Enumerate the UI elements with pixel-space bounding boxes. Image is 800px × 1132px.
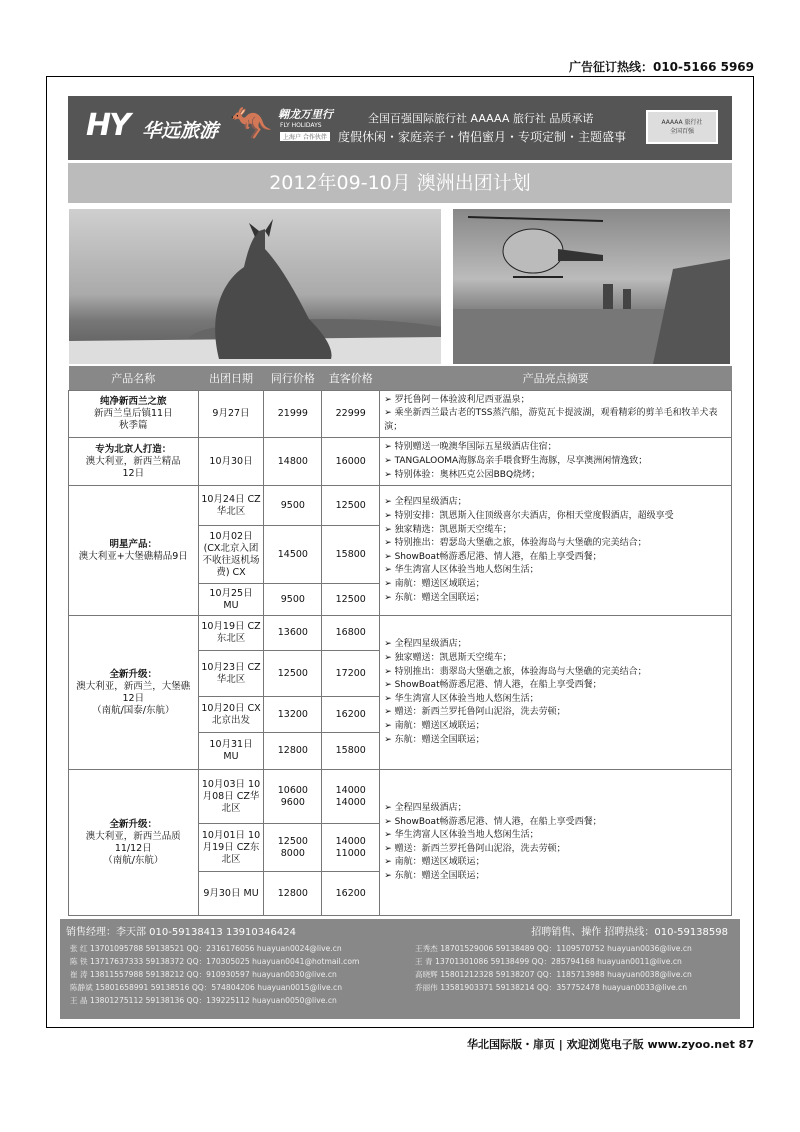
peer-price-cell: 12500	[264, 651, 322, 697]
contact-row: 高晓辉 15801212328 59138207 QQ：1185713988 huayuan0038@live.cn	[415, 970, 692, 979]
brand-name: 华远旅游	[142, 120, 219, 142]
contact-row: 崔 涛 13811557988 59138212 QQ：910930597 huayuan0030@live.cn	[70, 970, 337, 979]
date-cell: 9月30日 MU	[198, 872, 264, 916]
highlight-item: ➢ 东航：赠送全国联运；	[384, 734, 727, 748]
direct-price-cell: 16000	[322, 438, 380, 486]
kangaroo-photo	[69, 209, 441, 364]
date-cell: 10月03日 10月08日 CZ华北区	[198, 770, 264, 824]
partner-name: 翱龙万里行	[278, 108, 333, 121]
direct-price-cell: 16800	[322, 616, 380, 651]
highlight-item: ➢ 南航：赠送区域联运；	[384, 856, 727, 870]
date-cell: 10月01日 10月19日 CZ东北区	[198, 824, 264, 872]
peer-price-cell: 13200	[264, 697, 322, 733]
peer-price-cell: 12800	[264, 872, 322, 916]
highlight-item: ➢ 华生湾富人区体验当地人悠闲生活；	[384, 829, 727, 843]
product-name-cell	[69, 486, 199, 616]
contact-row: 陈 铁 13717637333 59138372 QQ：170305025 huayuan0041@hotmail.com	[70, 957, 360, 966]
col-direct-price: 直客价格	[322, 366, 380, 390]
sales-manager: 销售经理：李天部 010-59138413 13910346424	[66, 927, 296, 938]
direct-price-cell: 15800	[322, 733, 380, 770]
highlight-item: ➢ 东航：赠送全国联运；	[384, 592, 727, 606]
date-cell: 10月31日 MU	[198, 733, 264, 770]
peer-price-cell: 9500	[264, 486, 322, 526]
direct-price-cell: 17200	[322, 651, 380, 697]
col-product-name: 产品名称	[69, 366, 199, 390]
header-banner	[68, 96, 732, 160]
product-name-line: （南航/东航）	[103, 854, 164, 866]
product-name-line: 11/12日	[114, 842, 152, 854]
helicopter-illustration-icon	[453, 209, 730, 364]
table-header-row	[69, 366, 732, 390]
highlights-cell	[380, 390, 732, 438]
product-name-line: 澳大利亚，新西兰精品	[85, 455, 181, 467]
product-name-line: 12日	[122, 467, 145, 479]
highlight-item: ➢ 特别推出：翡翠岛大堡礁之旅，体验海岛与大堡礁的完美结合；	[384, 666, 727, 680]
highlight-item: ➢ 华生湾富人区体验当地人悠闲生活；	[384, 564, 727, 578]
peer-price-cell: 21999	[264, 390, 322, 438]
peer-price-cell: 9500	[264, 584, 322, 616]
product-name-cell	[69, 616, 199, 770]
date-cell: 10月02日 (CX北京入团 不收往返机场费) CX	[198, 526, 264, 584]
contact-row: 乔丽伟 13581903371 59138214 QQ：357752478 huayuan0033@live.cn	[415, 983, 688, 992]
table-row	[69, 390, 732, 438]
product-name-cell	[69, 390, 199, 438]
highlights-cell	[380, 486, 732, 616]
peer-price-cell: 14500	[264, 526, 322, 584]
helicopter-photo	[453, 209, 730, 364]
product-name-line: 新西兰皇后镇11日	[94, 407, 173, 419]
product-name-line: 12日	[122, 692, 145, 704]
kangaroo-illustration-icon	[69, 209, 441, 364]
highlight-item: ➢ 乘坐新西兰最古老的TSS蒸汽船，游览瓦卡提波湖，观看精彩的剪羊毛和牧羊犬表演；	[384, 407, 727, 434]
peer-price-cell: 14800	[264, 438, 322, 486]
date-cell: 10月23日 CZ华北区	[198, 651, 264, 697]
aaaaa-badge	[646, 110, 718, 144]
direct-price-cell: 14000 14000	[322, 770, 380, 824]
date-cell: 10月25日 MU	[198, 584, 264, 616]
highlight-item: ➢ 特别体验：奥林匹克公园BBQ烧烤；	[384, 469, 727, 483]
contact-row: 王 晶 13801275112 59138136 QQ：139225112 huayuan0050@live.cn	[70, 996, 337, 1005]
highlight-item: ➢ 独家赠送：凯恩斯天空缆车；	[384, 652, 727, 666]
col-highlights: 产品亮点摘要	[380, 366, 732, 390]
product-name-line: 全新升级：	[109, 818, 158, 830]
product-name-line: 纯净新西兰之旅	[100, 395, 167, 407]
highlight-item: ➢ 罗托鲁阿－体验波利尼西亚温泉；	[384, 394, 727, 408]
tagline-secondary: 度假休闲・家庭亲子・情侣蜜月・专项定制・主题盛事	[338, 130, 627, 144]
recruitment-line: 招聘销售、操作 招聘热线：010-59138598	[531, 927, 728, 938]
direct-price-cell: 12500	[322, 486, 380, 526]
highlight-item: ➢ 赠送：新西兰罗托鲁阿山泥浴，洗去劳顿；	[384, 706, 727, 720]
product-name-line: 专为北京人打造：	[95, 443, 172, 455]
table-row	[69, 486, 732, 526]
peer-price-cell: 13600	[264, 616, 322, 651]
product-name-line: （南航/国泰/东航）	[92, 704, 175, 716]
highlight-item: ➢ 特别赠送一晚澳华国际五星级酒店住宿；	[384, 441, 727, 455]
product-name-line: 秋季篇	[119, 419, 148, 431]
date-cell: 10月19日 CZ东北区	[198, 616, 264, 651]
direct-price-cell: 14000 11000	[322, 824, 380, 872]
product-name-cell	[69, 438, 199, 486]
highlight-item: ➢ 全程四星级酒店；	[384, 496, 727, 510]
col-peer-price: 同行价格	[264, 366, 322, 390]
page-title: 2012年09-10月 澳洲出团计划	[68, 163, 732, 203]
peer-price-cell: 12500 8000	[264, 824, 322, 872]
peer-price-cell: 12800	[264, 733, 322, 770]
highlight-item: ➢ 华生湾富人区体验当地人悠闲生活；	[384, 693, 727, 707]
direct-price-cell: 16200	[322, 872, 380, 916]
partner-tag: 上海户 合作伙伴	[280, 132, 330, 141]
badge-top: AAAAA 旅行社	[661, 119, 703, 126]
highlights-cell	[380, 616, 732, 770]
product-name-line: 澳大利亚+大堡礁精品9日	[78, 550, 188, 562]
product-name-line: 澳大利亚，新西兰品质	[85, 830, 181, 842]
contact-panel	[60, 919, 740, 1019]
tour-schedule-table	[68, 366, 732, 916]
highlight-item: ➢ ShowBoat畅游悉尼港、情人港，在船上享受西餐；	[384, 551, 727, 565]
highlight-item: ➢ 全程四星级酒店；	[384, 638, 727, 652]
highlight-item: ➢ ShowBoat畅游悉尼港、情人港，在船上享受西餐；	[384, 679, 727, 693]
contact-row: 王秀杰 18701529006 59138489 QQ：1109570752 huayuan0036@live.cn	[415, 944, 692, 953]
direct-price-cell: 16200	[322, 697, 380, 733]
highlight-item: ➢ 全程四星级酒店；	[384, 802, 727, 816]
badge-bottom: 全国百强	[669, 128, 694, 135]
contact-row: 张 红 13701095788 59138521 QQ：2316176056 huayuan0024@live.cn	[70, 944, 342, 953]
table-row	[69, 770, 732, 824]
highlight-item: ➢ 南航：赠送区域联运；	[384, 578, 727, 592]
tagline-primary: 全国百强国际旅行社 AAAAA 旅行社 品质承诺	[368, 112, 594, 125]
date-cell: 9月27日	[198, 390, 264, 438]
product-name-cell	[69, 770, 199, 916]
product-name-line: 明星产品：	[109, 538, 158, 550]
page-footer: 华北国际版・扉页 | 欢迎浏览电子版 www.zyoo.net 87	[466, 1038, 754, 1051]
highlight-item: ➢ ShowBoat畅游悉尼港、情人港，在船上享受西餐；	[384, 816, 727, 830]
product-name-line: 全新升级：	[109, 668, 158, 680]
date-cell: 10月20日 CX北京出发	[198, 697, 264, 733]
direct-price-cell: 22999	[322, 390, 380, 438]
highlight-item: ➢ 东航：赠送全国联运；	[384, 870, 727, 884]
product-name-line: 澳大利亚，新西兰，大堡礁	[76, 680, 191, 692]
highlight-item: ➢ 特别推出：碧瑟岛大堡礁之旅，体验海岛与大堡礁的完美结合；	[384, 537, 727, 551]
date-cell: 10月24日 CZ华北区	[198, 486, 264, 526]
contact-row: 王 青 13701301086 59138499 QQ：285794168 huayuan0011@live.cn	[415, 957, 682, 966]
contact-row: 陈静斌 15801658991 59138516 QQ：574804206 huayuan0015@live.cn	[70, 983, 343, 992]
table-row	[69, 438, 732, 486]
direct-price-cell: 12500	[322, 584, 380, 616]
huayuan-logo-icon: HY	[86, 108, 129, 143]
table-row	[69, 616, 732, 651]
highlight-item: ➢ 南航：赠送区域联运；	[384, 720, 727, 734]
col-departure-date: 出团日期	[198, 366, 264, 390]
direct-price-cell: 15800	[322, 526, 380, 584]
partner-sub: FLY HOLIDAYS	[280, 122, 322, 129]
highlight-item: ➢ 赠送：新西兰罗托鲁阿山泥浴，洗去劳顿；	[384, 843, 727, 857]
highlights-cell	[380, 770, 732, 916]
dragon-mascot-icon: 🦘	[230, 104, 273, 144]
highlight-item: ➢ 特别安排：凯恩斯入住顶级喜尔夫酒店，你相天堂度假酒店，超级享受	[384, 510, 727, 524]
highlight-item: ➢ 独家精选：凯恩斯天空缆车；	[384, 524, 727, 538]
peer-price-cell: 10600 9600	[264, 770, 322, 824]
highlights-cell	[380, 438, 732, 486]
ad-hotline: 广告征订热线：010-5166 5969	[568, 60, 754, 74]
date-cell: 10月30日	[198, 438, 264, 486]
highlight-item: ➢ TANGALOOMA海豚岛亲手喂食野生海豚，尽享澳洲闲情逸致；	[384, 455, 727, 469]
